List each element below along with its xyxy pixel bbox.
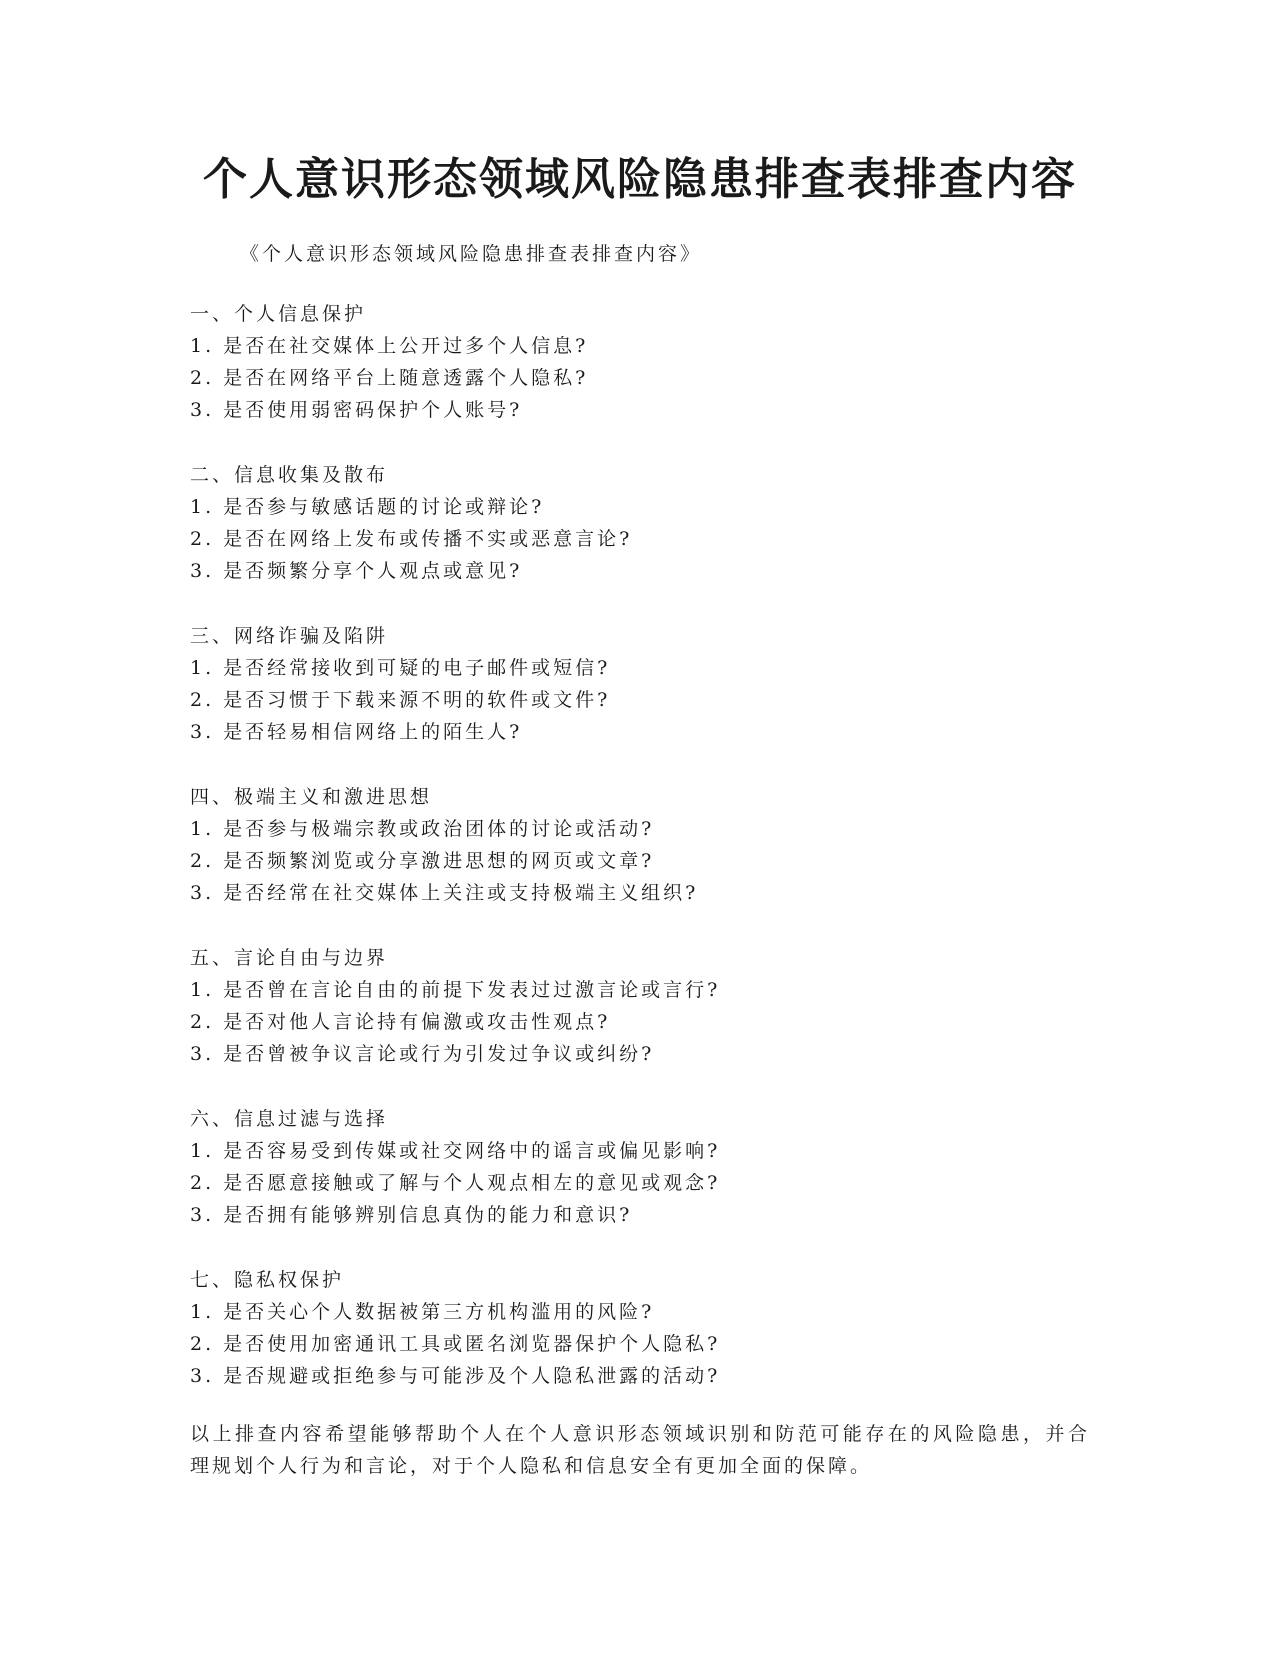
section-heading: 七、隐私权保护	[190, 1269, 345, 1291]
list-item: 2. 是否使用加密通讯工具或匿名浏览器保护个人隐私?	[190, 1333, 721, 1355]
list-item: 2. 是否愿意接触或了解与个人观点相左的意见或观念?	[190, 1172, 721, 1194]
list-item: 1. 是否容易受到传媒或社交网络中的谣言或偏见影响?	[190, 1140, 721, 1162]
section-privacy-protection	[190, 1264, 1090, 1392]
sections-container	[190, 298, 1090, 1425]
section-item-list	[190, 491, 1090, 587]
list-item: 3. 是否曾被争议言论或行为引发过争议或纠纷?	[190, 1043, 655, 1065]
section-heading: 一、个人信息保护	[190, 303, 367, 325]
section-heading: 四、极端主义和激进思想	[190, 786, 433, 808]
list-item: 2. 是否频繁浏览或分享激进思想的网页或文章?	[190, 850, 655, 872]
document-subtitle: 《个人意识形态领域风险隐患排查表排查内容》	[240, 243, 703, 265]
list-item: 2. 是否在网络平台上随意透露个人隐私?	[190, 367, 589, 389]
section-item-list	[190, 330, 1090, 426]
section-heading: 六、信息过滤与选择	[190, 1108, 389, 1130]
list-item: 1. 是否关心个人数据被第三方机构滥用的风险?	[190, 1301, 655, 1323]
list-item: 2. 是否在网络上发布或传播不实或恶意言论?	[190, 528, 633, 550]
document-title: 个人意识形态领域风险隐患排查表排查内容	[203, 154, 1077, 205]
list-item: 3. 是否经常在社交媒体上关注或支持极端主义组织?	[190, 882, 699, 904]
list-item: 1. 是否在社交媒体上公开过多个人信息?	[190, 335, 589, 357]
list-item: 2. 是否习惯于下载来源不明的软件或文件?	[190, 689, 611, 711]
section-info-collection	[190, 459, 1090, 587]
section-item-list	[190, 1296, 1090, 1392]
section-free-speech	[190, 942, 1090, 1070]
section-item-list	[190, 813, 1090, 909]
section-personal-info-protection	[190, 298, 1090, 426]
list-item: 1. 是否参与极端宗教或政治团体的讨论或活动?	[190, 818, 655, 840]
section-item-list	[190, 1135, 1090, 1231]
section-extremism	[190, 781, 1090, 909]
section-heading: 五、言论自由与边界	[190, 947, 389, 969]
list-item: 3. 是否频繁分享个人观点或意见?	[190, 560, 523, 582]
list-item: 1. 是否曾在言论自由的前提下发表过过激言论或言行?	[190, 979, 721, 1001]
list-item: 3. 是否拥有能够辨别信息真伪的能力和意识?	[190, 1204, 633, 1226]
list-item: 1. 是否经常接收到可疑的电子邮件或短信?	[190, 657, 611, 679]
section-info-filtering	[190, 1103, 1090, 1231]
list-item: 2. 是否对他人言论持有偏激或攻击性观点?	[190, 1011, 611, 1033]
list-item: 3. 是否使用弱密码保护个人账号?	[190, 399, 523, 421]
list-item: 3. 是否轻易相信网络上的陌生人?	[190, 721, 523, 743]
conclusion-paragraph: 以上排查内容希望能够帮助个人在个人意识形态领域识别和防范可能存在的风险隐患，并合理规划个人行为和言论，对于个人隐私和信息安全有更加全面的保障。	[190, 1423, 1090, 1477]
list-item: 1. 是否参与敏感话题的讨论或辩论?	[190, 496, 545, 518]
section-item-list	[190, 652, 1090, 748]
section-online-fraud	[190, 620, 1090, 748]
list-item: 3. 是否规避或拒绝参与可能涉及个人隐私泄露的活动?	[190, 1365, 721, 1387]
section-heading: 二、信息收集及散布	[190, 464, 389, 486]
section-item-list	[190, 974, 1090, 1070]
section-heading: 三、网络诈骗及陷阱	[190, 625, 389, 647]
